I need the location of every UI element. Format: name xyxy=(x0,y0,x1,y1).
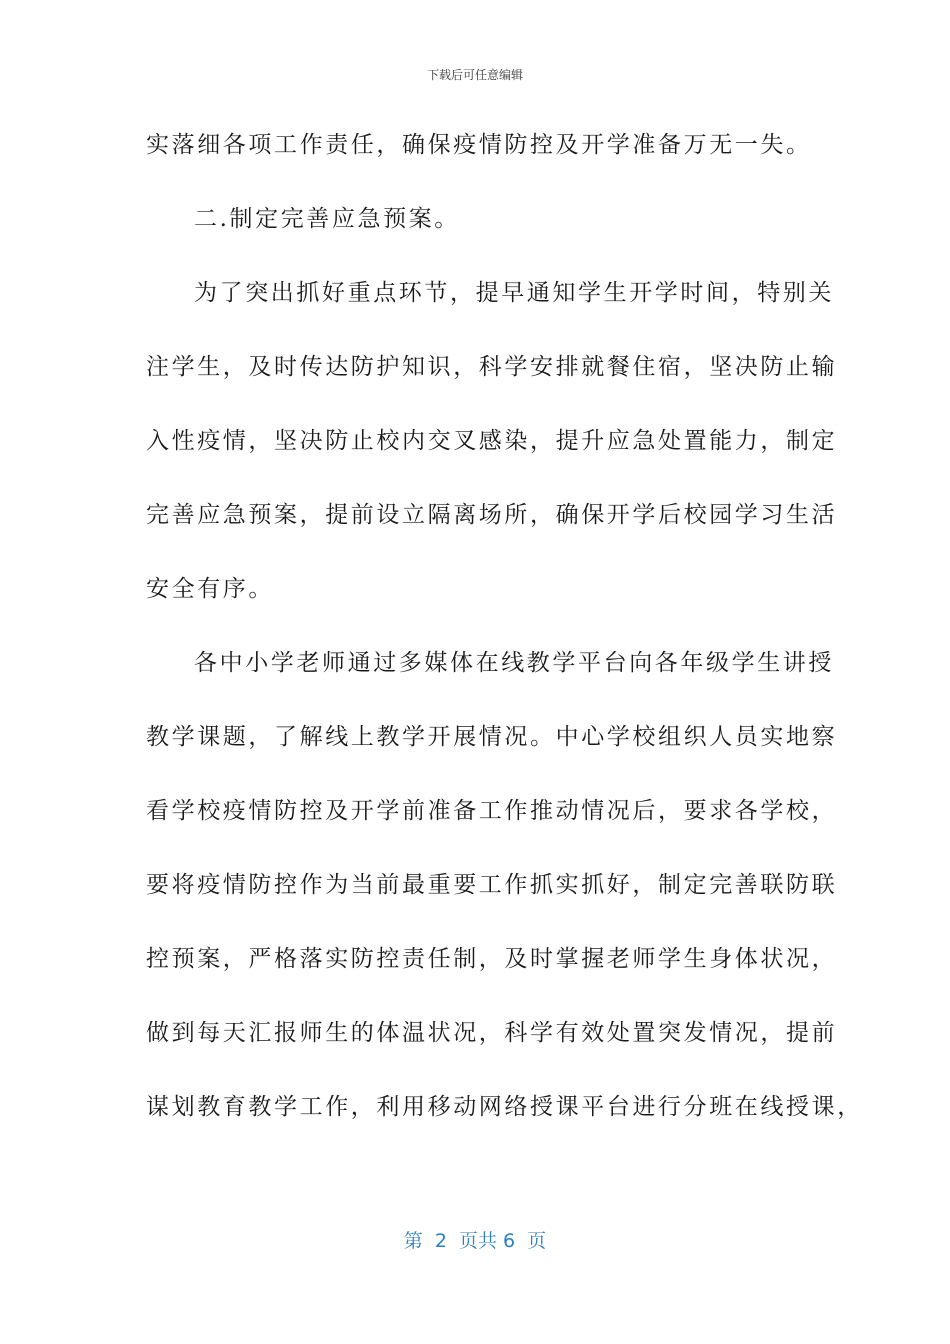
text-line: 安全有序。 xyxy=(146,576,274,602)
text-line: 谋划教育教学工作，利用移动网络授课平台进行分班在线授课， xyxy=(146,1094,863,1120)
page-number-footer: 第 2 页共 6 页 xyxy=(403,1230,547,1252)
text-line: 要将疫情防控作为当前最重要工作抓实抓好，制定完善联防联 xyxy=(146,872,838,898)
page-header: 下载后可任意编辑 xyxy=(426,68,523,82)
text-line: 完善应急预案，提前设立隔离场所，确保开学后校园学习生活 xyxy=(146,502,838,528)
text-line: 教学课题，了解线上教学开展情况。中心学校组织人员实地察 xyxy=(146,724,838,750)
text-line: 控预案，严格落实防控责任制，及时掌握老师学生身体状况， xyxy=(146,946,838,972)
text-line: 各中小学老师通过多媒体在线教学平台向各年级学生讲授 xyxy=(194,650,834,676)
document-body xyxy=(146,124,863,1160)
text-line: 看学校疫情防控及开学前准备工作推动情况后，要求各学校， xyxy=(146,798,838,824)
text-line: 为了突出抓好重点环节，提早通知学生开学时间，特别关 xyxy=(194,280,834,306)
text-line: 实落细各项工作责任，确保疫情防控及开学准备万无一失。 xyxy=(146,132,812,158)
text-line: 入性疫情，坚决防止校内交叉感染，提升应急处置能力，制定 xyxy=(146,428,838,454)
section-heading: 二.制定完善应急预案。 xyxy=(194,206,460,232)
text-line: 注学生，及时传达防护知识，科学安排就餐住宿，坚决防止输 xyxy=(146,354,838,380)
text-line: 做到每天汇报师生的体温状况，科学有效处置突发情况，提前 xyxy=(146,1020,838,1046)
